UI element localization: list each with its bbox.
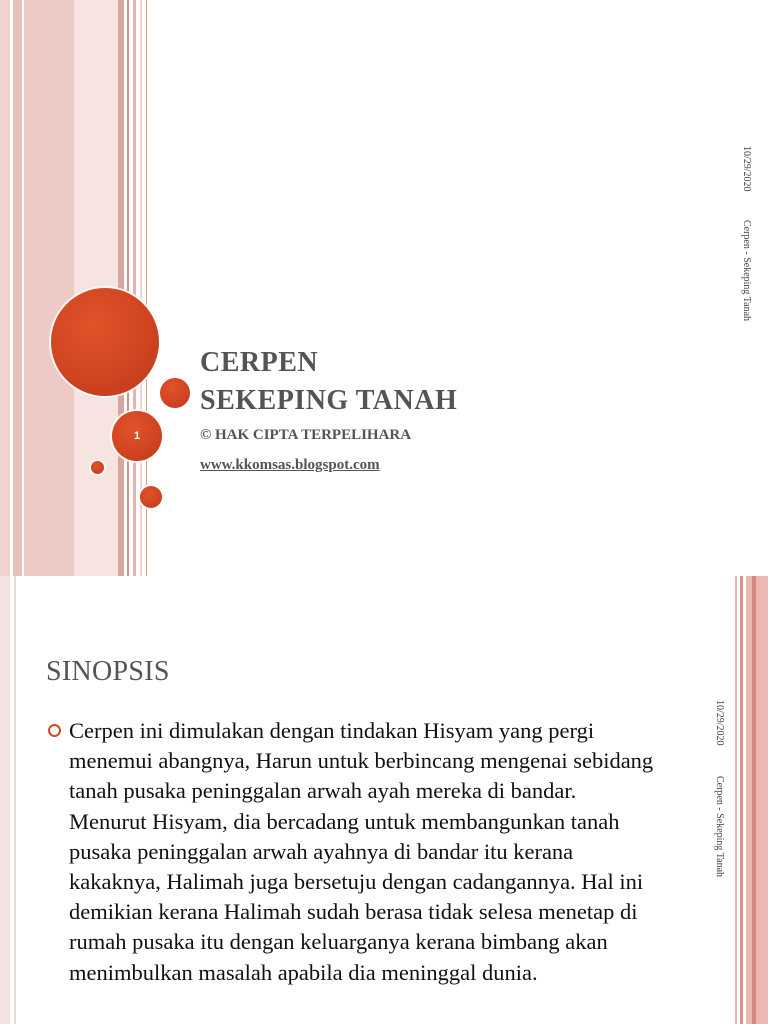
decorative-stripe — [127, 0, 129, 576]
decorative-circle-medium — [160, 378, 190, 408]
title-line-1: CERPEN — [200, 347, 319, 378]
decorative-circle-small — [91, 461, 104, 474]
decorative-stripe — [752, 576, 756, 1024]
slide-number-circle — [112, 411, 162, 461]
section-heading: SINOPSIS — [46, 656, 170, 687]
slide-date: 10/29/2020 — [741, 146, 752, 192]
copyright-notice: © HAK CIPTA TERPELIHARA — [200, 427, 412, 443]
bullet-item — [46, 716, 656, 988]
slide-number: 1 — [133, 430, 141, 442]
slide-footer: Cerpen - Sekeping Tanah — [714, 776, 725, 878]
slide-footer: Cerpen - Sekeping Tanah — [741, 220, 752, 322]
decorative-stripe — [24, 0, 74, 576]
decorative-stripe — [746, 576, 768, 1024]
slide-title — [200, 344, 457, 420]
slide-date: 10/29/2020 — [714, 700, 725, 746]
decorative-stripe — [13, 0, 22, 576]
circle-bullet-icon — [48, 724, 61, 737]
decorative-stripe — [740, 576, 743, 1024]
title-line-2: SEKEPING TANAH — [200, 385, 458, 416]
blog-link[interactable]: www.kkomsas.blogspot.com — [200, 457, 380, 473]
decorative-stripe — [118, 0, 124, 576]
decorative-stripe — [0, 576, 10, 1024]
decorative-circle-small — [140, 486, 162, 508]
sinopsis-slide — [0, 576, 768, 1024]
decorative-circle-large — [51, 288, 159, 396]
decorative-stripe — [735, 576, 737, 1024]
decorative-stripe — [133, 0, 136, 576]
decorative-stripe — [14, 576, 16, 1024]
bullet-text: Cerpen ini dimulakan dengan tindakan Hisyam yang pergi menemui abangnya, Harun untuk berbincang mengenai sebidang tanah pusaka peninggalan arwah ayah mereka di bandar. Menurut Hisyam, dia bercadang untuk membangunkan tanah pusaka peninggalan arwah ayahnya di bandar itu kerana kakaknya, Halimah juga bersetuju dengan cadangannya. Hal ini demikian kerana Halimah sudah berasa tidak selesa menetap di rumah pusaka itu dengan keluarganya kerana bimbang akan menimbulkan masalah apabila dia meninggal dunia. — [69, 718, 654, 985]
decorative-stripe — [0, 0, 10, 576]
